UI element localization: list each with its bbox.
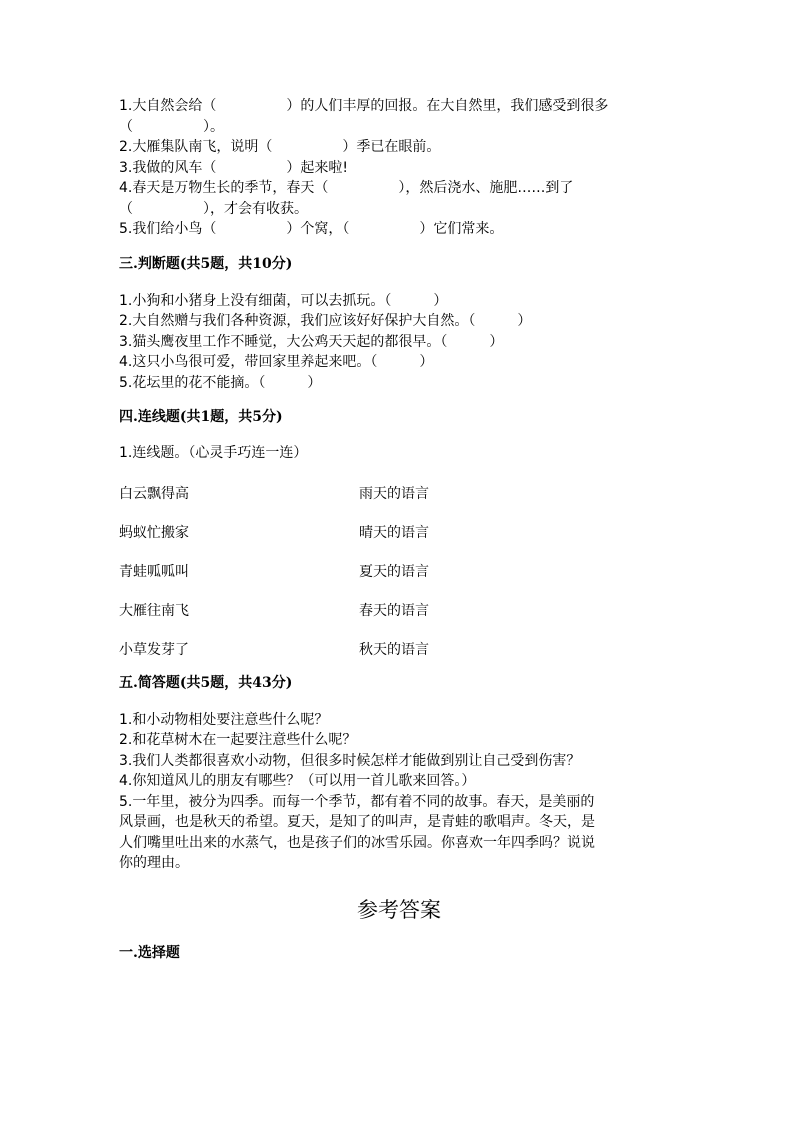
section-heading-matching: 四.连线题(共1题，共5分) bbox=[119, 409, 283, 425]
fill-line: 5.我们给小鸟（ ）个窝，（ ）它们常来。 bbox=[119, 221, 504, 237]
short-answer-line: 人们嘴里吐出来的水蒸气，也是孩子们的冰雪乐园。你喜欢一年四季吗？说说 bbox=[119, 834, 595, 851]
fill-line: 2.大雁集队南飞，说明（ ）季已在眼前。 bbox=[119, 139, 441, 155]
true-false-item: 2.大自然赠与我们各种资源，我们应该好好保护大自然。（ ） bbox=[119, 313, 532, 329]
matching-row bbox=[119, 640, 679, 679]
matching-table bbox=[119, 484, 679, 679]
fill-line: 3.我做的风车（ ）起来啦! bbox=[119, 159, 348, 176]
matching-row bbox=[119, 601, 679, 640]
matching-right-item: 秋天的语言 bbox=[359, 641, 429, 658]
true-false-item: 3.猫头鹰夜里工作不睡觉，大公鸡天天起的都很早。（ ） bbox=[119, 333, 504, 350]
fill-line: （ ）。 bbox=[119, 118, 224, 135]
short-answer-line: 5.一年里，被分为四季。而每一个季节，都有着不同的故事。春天，是美丽的 bbox=[119, 793, 595, 810]
short-answer-line: 你的理由。 bbox=[119, 855, 189, 871]
fill-line: （ ），才会有收获。 bbox=[119, 200, 308, 217]
true-false-item: 4.这只小鸟很可爱，带回家里养起来吧。（ ） bbox=[119, 354, 434, 370]
answer-key-title: 参考答案 bbox=[357, 897, 441, 922]
worksheet-page bbox=[119, 96, 679, 963]
matching-left-item: 小草发芽了 bbox=[119, 641, 189, 658]
matching-right-item: 雨天的语言 bbox=[359, 485, 429, 502]
fill-line: 1.大自然会给（ ）的人们丰厚的回报。在大自然里，我们感受到很多 bbox=[119, 98, 609, 114]
section-heading-short-answer: 五.简答题(共5题，共43分) bbox=[119, 674, 293, 691]
true-false-list bbox=[119, 291, 679, 394]
short-answer-line: 4.你知道风儿的朋友有哪些？（可以用一首儿歌来回答。） bbox=[119, 773, 476, 789]
matching-left-item: 白云飘得高 bbox=[119, 485, 189, 502]
true-false-item: 5.花坛里的花不能摘。（ ） bbox=[119, 374, 322, 391]
short-answer-line: 风景画，也是秋天的希望。夏天，是知了的叫声，是青蛙的歌唱声。冬天，是 bbox=[119, 814, 595, 830]
matching-row bbox=[119, 523, 679, 562]
short-answer-line: 3.我们人类都很喜欢小动物，但很多时候怎样才能做到别让自己受到伤害？ bbox=[119, 752, 581, 769]
fill-line: 4.春天是万物生长的季节，春天（ ），然后浇水、施肥……到了 bbox=[119, 180, 574, 196]
matching-left-item: 大雁往南飞 bbox=[119, 602, 189, 619]
matching-left-item: 蚂蚁忙搬家 bbox=[119, 524, 189, 541]
matching-row bbox=[119, 484, 679, 523]
short-answer-list bbox=[119, 710, 679, 874]
matching-right-item: 晴天的语言 bbox=[359, 524, 429, 541]
section-heading-true-false: 三.判断题(共5题，共10分) bbox=[119, 255, 293, 272]
matching-right-item: 夏天的语言 bbox=[359, 563, 429, 580]
matching-intro: 1.连线题。（心灵手巧连一连） bbox=[119, 445, 308, 461]
short-answer-line: 2.和花草树木在一起要注意些什么呢？ bbox=[119, 732, 357, 748]
matching-left-item: 青蛙呱呱叫 bbox=[119, 563, 189, 580]
matching-row bbox=[119, 562, 679, 601]
fill-blank-list bbox=[119, 96, 679, 240]
short-answer-line: 1.和小动物相处要注意些什么呢？ bbox=[119, 711, 329, 728]
true-false-item: 1.小狗和小猪身上没有细菌，可以去抓玩。（ ） bbox=[119, 292, 448, 309]
section-heading-multiple-choice: 一.选择题 bbox=[119, 944, 180, 961]
matching-right-item: 春天的语言 bbox=[359, 602, 429, 619]
